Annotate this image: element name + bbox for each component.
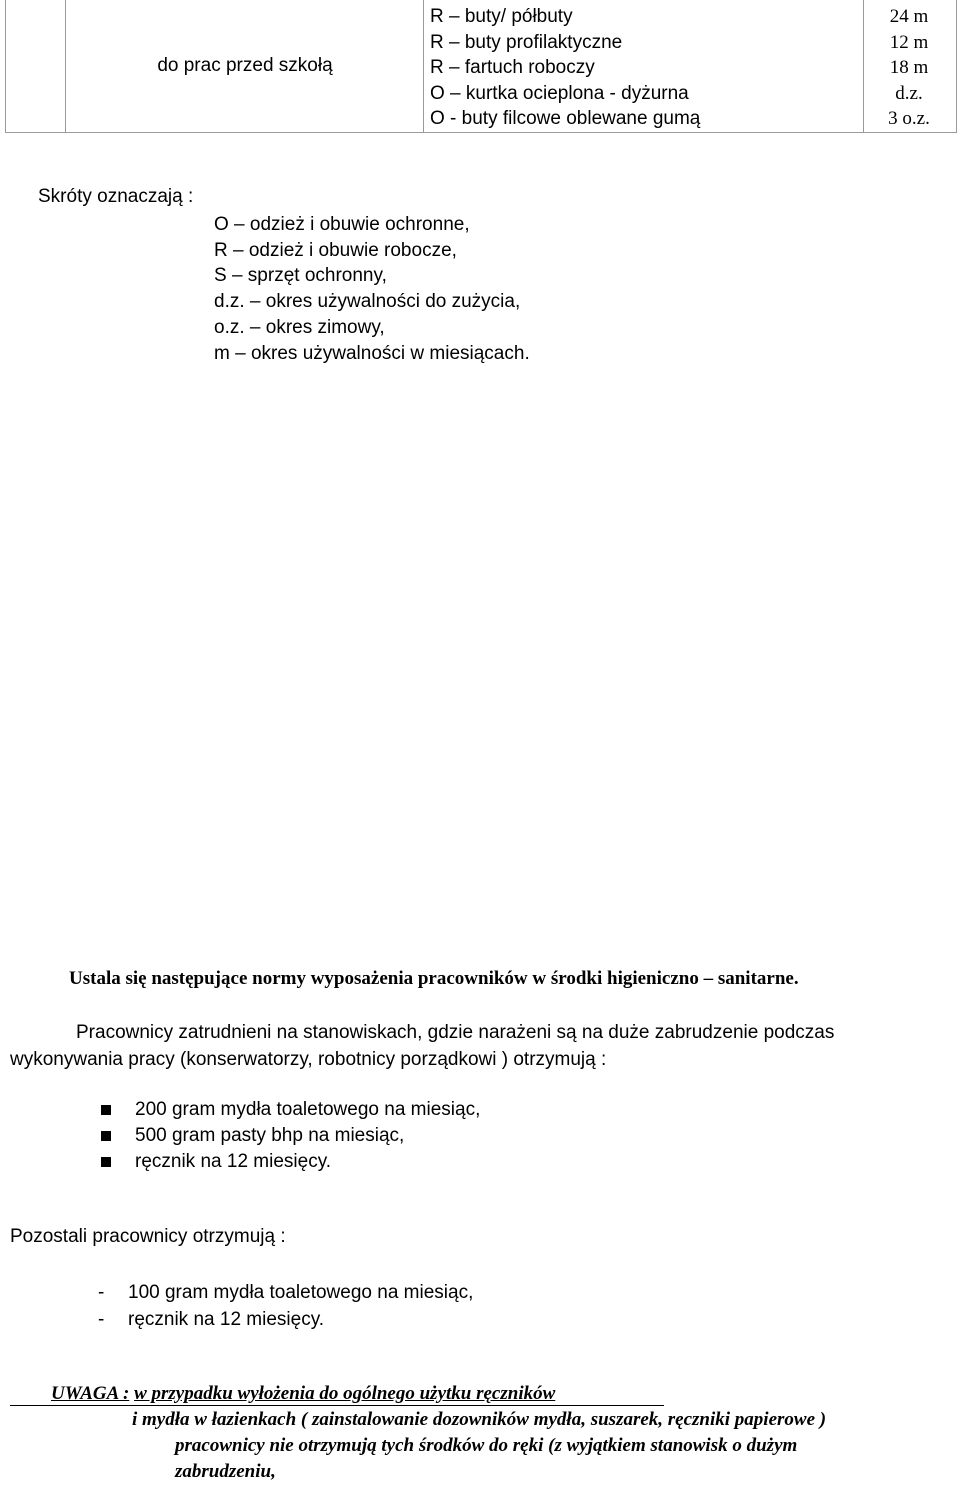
square-bullet-icon [101,1131,111,1141]
abbreviation-item: d.z. – okres używalności do zużycia, [214,291,521,313]
note-text: w przypadku wyłożenia do ogólnego użytku ręczników [134,1383,556,1404]
table-period: 18 m [889,57,929,78]
table-period: 24 m [889,6,929,27]
paragraph-line: wykonywania pracy (konserwatorzy, robotnicy porządkowi ) otrzymują : [10,1049,607,1070]
list-item [101,1149,480,1175]
table-border-col2 [423,0,424,133]
table-border-bottom [5,132,957,133]
table-border-left [5,0,6,133]
list-item-text: ręcznik na 12 miesięcy. [128,1309,325,1330]
abbreviations-list [214,212,530,366]
table-item: O – kurtka ocieplona - dyżurna [430,82,689,104]
list-item-text: 100 gram mydła toaletowego na miesiąc, [128,1282,474,1303]
table-item: R – fartuch roboczy [430,57,595,78]
list-item [101,1123,480,1149]
note-line: pracownicy nie otrzymują tych środków do ręki (z wyjątkiem stanowisk o dużym [175,1435,798,1456]
list-item [98,1306,473,1333]
table-border-right [956,0,957,133]
table-border-col1 [65,0,66,133]
dash-marker: - [98,1282,105,1303]
table-item: R – buty profilaktyczne [430,31,623,53]
table-category-cell [67,0,423,132]
note-line [10,1383,664,1406]
equipment-table-fragment [5,0,957,133]
note-label: UWAGA : [51,1383,130,1404]
abbreviations-title: Skróty oznaczają : [38,186,194,207]
square-bullet-icon [101,1157,111,1167]
note-line: zabrudzeniu, [175,1461,276,1482]
note-line: i mydła w łazienkach ( zainstalowanie dozowników mydła, suszarek, ręczniki papierowe ) [132,1409,827,1430]
paragraph-line: Pracownicy zatrudnieni na stanowiskach, gdzie narażeni są na duże zabrudzenie podczas [76,1022,835,1043]
dash-marker: - [98,1309,105,1330]
abbreviation-item: R – odzież i obuwie robocze, [214,239,457,261]
list-item [98,1279,473,1306]
square-bullet-icon [101,1105,111,1115]
table-periods-cell [863,4,955,132]
list-item-text: 200 gram mydła toaletowego na miesiąc, [135,1099,481,1120]
abbreviation-item: S – sprzęt ochronny, [214,265,387,287]
list-item [101,1097,480,1123]
hygiene-bullet-list [101,1097,480,1175]
list-item-text: ręcznik na 12 miesięcy. [135,1151,332,1172]
abbreviation-item: O – odzież i obuwie ochronne, [214,214,470,235]
hygiene-paragraph [10,1019,950,1073]
abbreviation-item: o.z. – okres zimowy, [214,316,385,338]
abbreviation-item: m – okres używalności w miesiącach. [214,342,530,364]
hygiene-norms-title: Ustala się następujące normy wyposażenia pracowników w środki higieniczno – sanitarne. [69,968,799,989]
list-item-text: 500 gram pasty bhp na miesiąc, [135,1125,405,1146]
table-period: 12 m [889,31,929,53]
table-item: R – buty/ półbuty [430,6,573,27]
others-dash-list [98,1279,473,1333]
table-period: 3 o.z. [888,108,930,129]
table-category: do prac przed szkołą [157,55,333,76]
table-items-cell [430,4,700,132]
others-title: Pozostali pracownicy otrzymują : [10,1226,286,1247]
table-period: d.z. [895,82,923,104]
table-item: O - buty filcowe oblewane gumą [430,108,701,129]
